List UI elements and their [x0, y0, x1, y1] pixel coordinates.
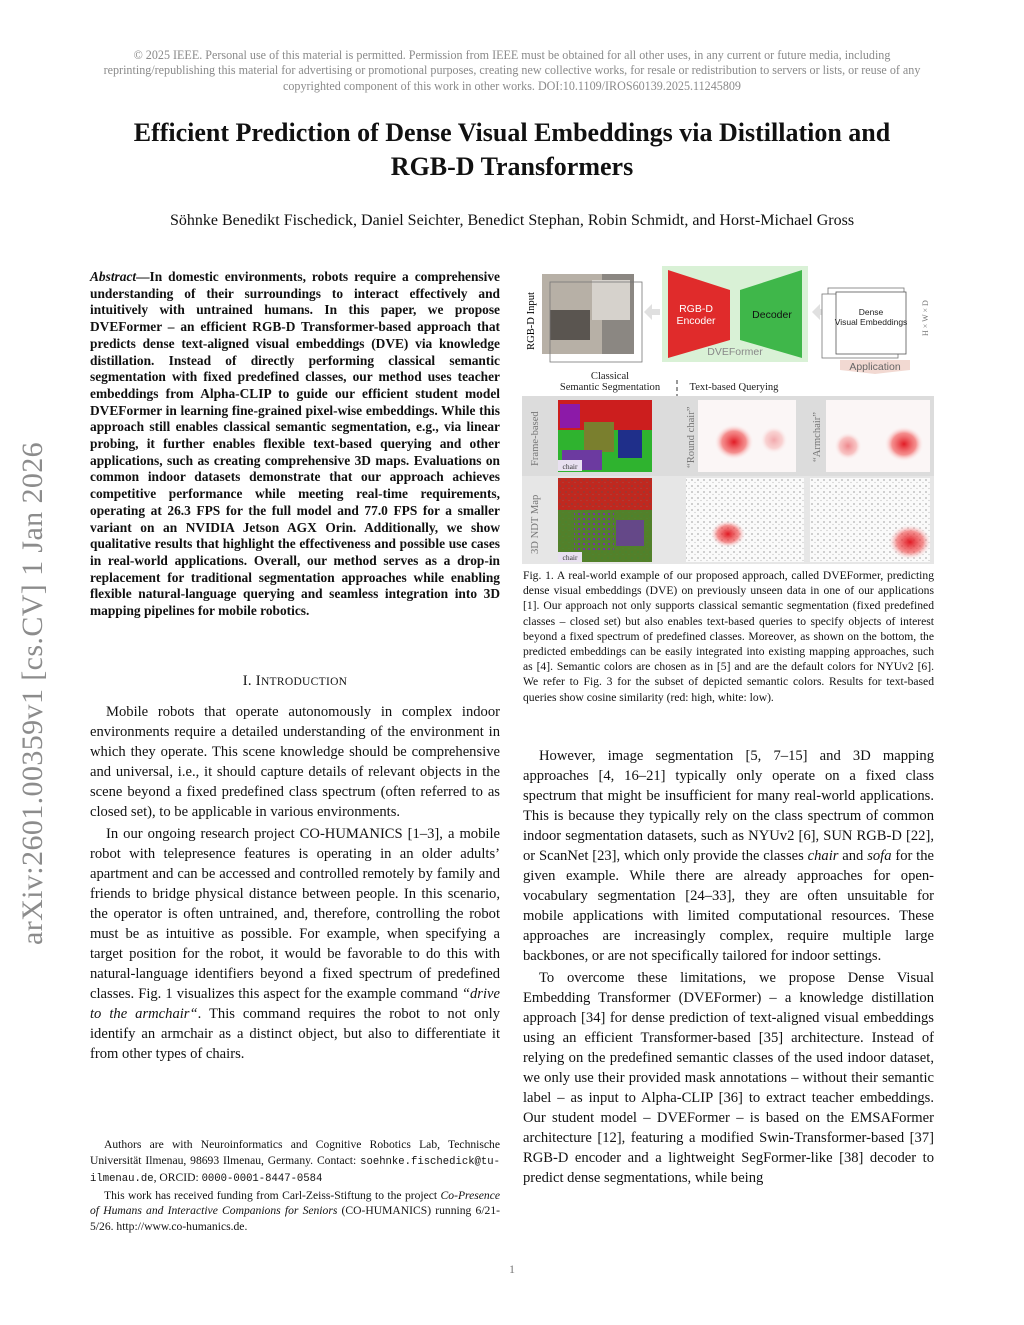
query2-weak-spot — [834, 432, 862, 460]
section-heading — [90, 673, 500, 690]
query1-weak-spot — [760, 426, 788, 454]
abstract — [90, 269, 500, 620]
class-chair: chair — [807, 848, 839, 864]
right-p1-and: and — [838, 848, 868, 864]
model-name-label: DVEFormer — [707, 346, 763, 358]
title-line-1: Efficient Prediction of Dense Visual Embeddings via Distillation and — [133, 118, 891, 147]
query1-label: “Round chair” — [686, 406, 697, 468]
abstract-text: In domestic environments, robots require a comprehensive understanding of their surroundings to interact effectively and intuitively with untrained humans. In this paper, we propose DVEFormer – an efficient RGB-D Transformer-based approach that predicts dense text-aligned visual embeddings (DVE) via knowledge distillation. Instead of directly performing classical semantic segmentation with fixed predefined classes, our method uses teacher embeddings from Alpha-CLIP to guide our efficient student model DVEFormer in learning fine-grained pixel-wise embeddings. While this approach still enables classical semantic segmentation, e.g., via linear probing, it further enables flexible text-based querying and other applications, such as creating comprehensive 3D maps. Evaluations on common indoor datasets demonstrate that our approach achieves competitive performance while meeting real-time requirements, operating at 26.3 FPS for the full model and 77.0 FPS for a smaller variant on an NVIDIA Jetson AGX Orin. Additionally, we show qualitative results that highlight the effectiveness and possible use cases in real-world applications. Overall, our method serves as a drop-in replacement for traditional segmentation approaches while enabling flexible natural-language querying and seamless integration into 3D mapping pipelines for mobile robotics. — [90, 269, 500, 619]
right-p1-b: for the given example. While there are already approaches for open-vocabulary segmentation [24–33], they are often unsuitable for mobile applications with limited computational resources. These approaches are increasingly complex, require multiple large backbones, or are not specifically tailored for indoor settings. — [523, 848, 934, 964]
query2-hotspot — [884, 426, 924, 462]
query1-hotspot — [714, 424, 754, 460]
right-paragraph-1 — [523, 746, 934, 966]
ndt-query1-hotspot — [710, 520, 746, 548]
footnotes — [90, 1137, 500, 1235]
output-label-2: Visual Embeddings — [834, 317, 908, 327]
section-first-letter: I — [255, 673, 261, 689]
col-text-querying: Text-based Querying — [689, 382, 779, 393]
page-number: 1 — [509, 1262, 515, 1276]
seg-window — [560, 404, 580, 428]
figure-1-graphic — [522, 262, 934, 564]
label-rgbd-input: RGB-D Input — [526, 292, 537, 350]
arxiv-stamp: arXiv:2601.00359v1 [cs.CV] 1 Jan 2026 — [16, 441, 49, 945]
abstract-dash: — — [136, 269, 150, 284]
figure-1 — [522, 262, 934, 564]
ndt-chair-tag: chair — [562, 553, 578, 562]
intro-p2-a: In our ongoing research project CO-HUMANICS [1–3], a mobile robot with telepresence features is operating in an older adults’ apartment and can be accessed and controlled remotely by family and friends to bridge physical distance between people. In this scenario, the operator is often untrained, and, therefore, controlling the robot must be as intuitive as possible. For example, when specifying a target position for the robot, it would be favorable to do this with natural-language identifiers beyond a fixed spectrum of predefined classes. Fig. 1 visualizes this aspect for the example command — [90, 826, 500, 1002]
row-frame-label: Frame-based — [530, 411, 541, 466]
footnote-2a: This work has received funding from Carl-Zeiss-Stiftung to the project — [104, 1188, 441, 1202]
footnote-2b: (CO-HUMANICS) running 6/21-5/26. http://www.co-humanics.de. — [90, 1204, 501, 1233]
intro-text — [90, 702, 500, 1064]
right-p1-a: However, image segmentation [5, 7–15] and 3D mapping approaches [4, 16–21] typically only operate on a fixed class spectrum that might be insufficient for many real-world applications. This is because they typically rely on the class spectrum of common indoor segmentation datasets, such as NYUv2 [6], SUN RGB-D [22], or ScanNet [23], which only provide the classes — [523, 748, 934, 864]
seg-chair-tag: chair — [562, 462, 578, 471]
seg-table — [618, 430, 642, 458]
footnote-1a: Authors are with Neuroinformatics and Cognitive Robotics Lab, Technische Universität Ilmenau, 98693 Ilmenau, Germany. Contact: — [90, 1138, 500, 1167]
query2-label: “Armchair” — [812, 412, 823, 462]
copyright-notice: © 2025 IEEE. Personal use of this material is permitted. Permission from IEEE must be obtained for all other uses, in any current or future media, including reprinting/republishing this material for advertising or promotional purposes, creating new collective works, for resale or redistribution to servers or lists, or reuse of any copyrighted component of this work in other works. DOI:10.1109/IROS60139.2025.11245809 — [103, 48, 921, 93]
right-column-text — [523, 746, 934, 1188]
section-rest: NTRODUCTION — [260, 676, 348, 688]
ndt-seg-chair — [616, 520, 644, 546]
arrow-to-encoder — [644, 304, 660, 320]
ndt-query2-hotspot — [888, 524, 932, 560]
contact-email: soehnke.fischedick@tu-ilmenau.de — [90, 1155, 500, 1186]
col-classical-2: Semantic Segmentation — [559, 382, 661, 393]
application-label: Application — [849, 361, 901, 373]
abstract-label: Abstract — [90, 269, 137, 284]
footnote-funding — [90, 1188, 500, 1235]
author-list: Söhnke Benedikt Fischedick, Daniel Seichter, Benedict Stephan, Robin Schmidt, and Horst-Michael Gross — [169, 212, 855, 229]
row-map-label: 3D NDT Map — [530, 494, 541, 554]
intro-paragraph-2 — [90, 824, 500, 1064]
footnote-project: Co-Presence of Humans and Interactive Companions for Seniors — [90, 1188, 500, 1218]
col-classical-1: Classical — [590, 371, 630, 382]
figure-1-caption: Fig. 1. A real-world example of our proposed approach, called DVEFormer, predicting dense visual embeddings (DVE) on previously unseen data in one of our applications [1]. Our approach not only supports classical semantic segmentation (fixed predefined classes – closed set) but also enables text-based queries to specify objects of interest beyond a fixed spectrum of predefined classes. Moreover, as shown on the bottom, the predicted embeddings can be easily integrated into existing mapping approaches, such as [4]. Semantic colors are chosen as in [5] and are the default colors for NYUv2 [6]. We refer to Fig. 3 for the subset of depicted semantic colors. Results for text-based queries show cosine similarity (red: high, white: low). — [523, 569, 934, 704]
title-line-2: RGB-D Transformers — [390, 152, 634, 181]
intro-command: “drive to the armchair“ — [90, 986, 500, 1022]
seg-furniture — [584, 422, 614, 452]
section-number: I. — [242, 673, 252, 689]
decoder-label: Decoder — [752, 309, 792, 321]
output-dims: H × W × D — [921, 300, 930, 336]
orcid-label: , ORCID: — [153, 1171, 202, 1185]
footnote-affiliation — [90, 1137, 500, 1188]
right-paragraph-2: To overcome these limitations, we propose Dense Visual Embedding Transformer (DVEFormer) – a knowledge distillation approach [34] for dense prediction of text-aligned visual embeddings using an efficient Transformer-based [35] architecture. Instead of relying on the predefined semantic classes of the used indoor dataset, we only use their provided mask annotations – without their semantic label – as input to Alpha-CLIP [36] to extract teacher embeddings. Our student model – DVEFormer – is based on the EMSAFormer architecture [12], featuring a modified Swin-Transformer-based [37] RGB-D encoder and a lightweight SegFormer-like [38] decoder to predict dense segmentations, while being — [523, 970, 934, 1186]
paper-title — [60, 116, 964, 184]
intro-paragraph-1: Mobile robots that operate autonomously in complex indoor environments require a detailed understanding of the environment in which they operate. This scene knowledge should be comprehensive and universal, i.e., it should capture details of relevant objects in the scene beyond a fixed predefined class spectrum (often referred to as closed set), to be applicable in various environments. — [90, 704, 500, 820]
intro-p2-b: . This command requires the robot to not only identify an armchair as a distinct object, but also to differentiate it from other types of chairs. — [90, 1006, 500, 1062]
rgb-window — [592, 280, 630, 320]
ndt-query1-points — [686, 478, 804, 562]
encoder-label-1: RGB-D — [679, 303, 713, 315]
orcid-id: 0000-0001-8447-0584 — [201, 1173, 323, 1186]
ndt-seg-sofa — [574, 512, 614, 552]
encoder-label-2: Encoder — [676, 315, 716, 327]
rgb-sofa — [550, 310, 590, 340]
class-sofa: sofa — [867, 848, 892, 864]
output-label-1: Dense — [858, 307, 884, 317]
